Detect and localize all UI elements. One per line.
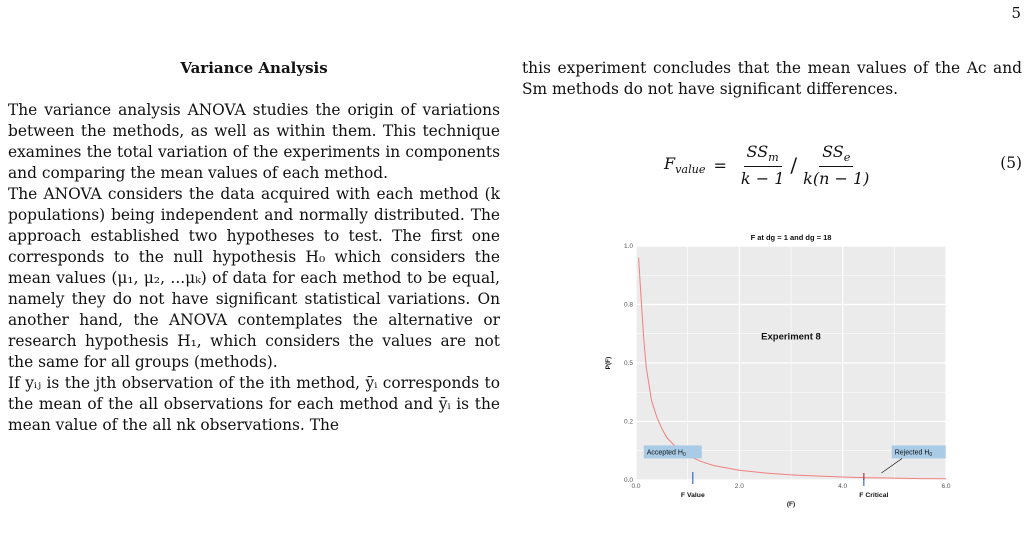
equation-number: (5) [1000,154,1022,172]
equation-lhs: $F_{value}$ [664,153,706,177]
equation-slash: / [790,153,798,177]
y-tick-label: 0.2 [623,418,633,426]
x-tick-label: 6.0 [941,483,951,490]
right-column [522,58,1022,100]
paragraph-hypotheses: The ANOVA considers the data acquired with each method (k populations) being independent and normally distributed. The approach established two hypotheses to test. The first one corresponds to the null hypothesis H₀ which considers the mean values (μ₁, μ₂, ...μₖ) of data for each method to be equal, namely they do not have significant statistical variations. On another hand, the ANOVA contemplates the alternative or research hypothesis H₁, which considers the values are not the same for all groups (methods). [8,185,500,371]
section-title: Variance Analysis [180,59,328,77]
y-tick-label: 0.8 [623,301,633,309]
equation-body [664,134,875,196]
y-tick-label: 0.0 [623,477,633,484]
f-distribution-chart [596,228,956,528]
left-column [8,58,500,436]
paragraph-conclusion: this experiment concludes that the mean values of the Ac and Sm methods do not have significant differences. [522,59,1022,98]
equation-equals: = [713,155,727,175]
chart-svg [596,228,956,528]
y-tick-label: 1.0 [623,243,633,250]
x-tick-label: 2.0 [734,483,744,490]
y-axis-label: P(F) [605,356,612,370]
y-tick-label: 0.5 [623,360,633,367]
f-critical-label: F Critical [859,492,889,499]
chart-title: F at dg = 1 and dg = 18 [750,233,832,242]
x-axis-label: (F) [786,501,796,508]
experiment-label: Experiment 8 [761,331,821,343]
paragraph-observations: If yᵢⱼ is the jth observation of the ith method, ȳᵢ corresponds to the mean of the all observations for each method and ȳᵢ is the mean value of the all nk observations. The [8,374,500,434]
fraction-sum-squares-methods: $\frac{SS_m}{k - 1}$ [740,141,785,189]
x-tick-label: 4.0 [838,483,848,490]
equation-f-value [522,134,1022,196]
rejected-h0-label: Rejected $H_0$ [894,449,933,458]
f-value-label: F Value [680,492,705,499]
accepted-h0-label: Accepted $H_0$ [646,449,686,458]
page-number: 5 [1011,4,1021,22]
x-tick-label: 0.0 [631,483,641,490]
paragraph-intro: The variance analysis ANOVA studies the origin of variations between the methods, as well as within them. This technique examines the total variation of the experiments in components and comparing the mean values of each method. [8,101,500,182]
fraction-sum-squares-error: $\frac{SS_e}{k(n - 1)}$ [803,141,870,189]
